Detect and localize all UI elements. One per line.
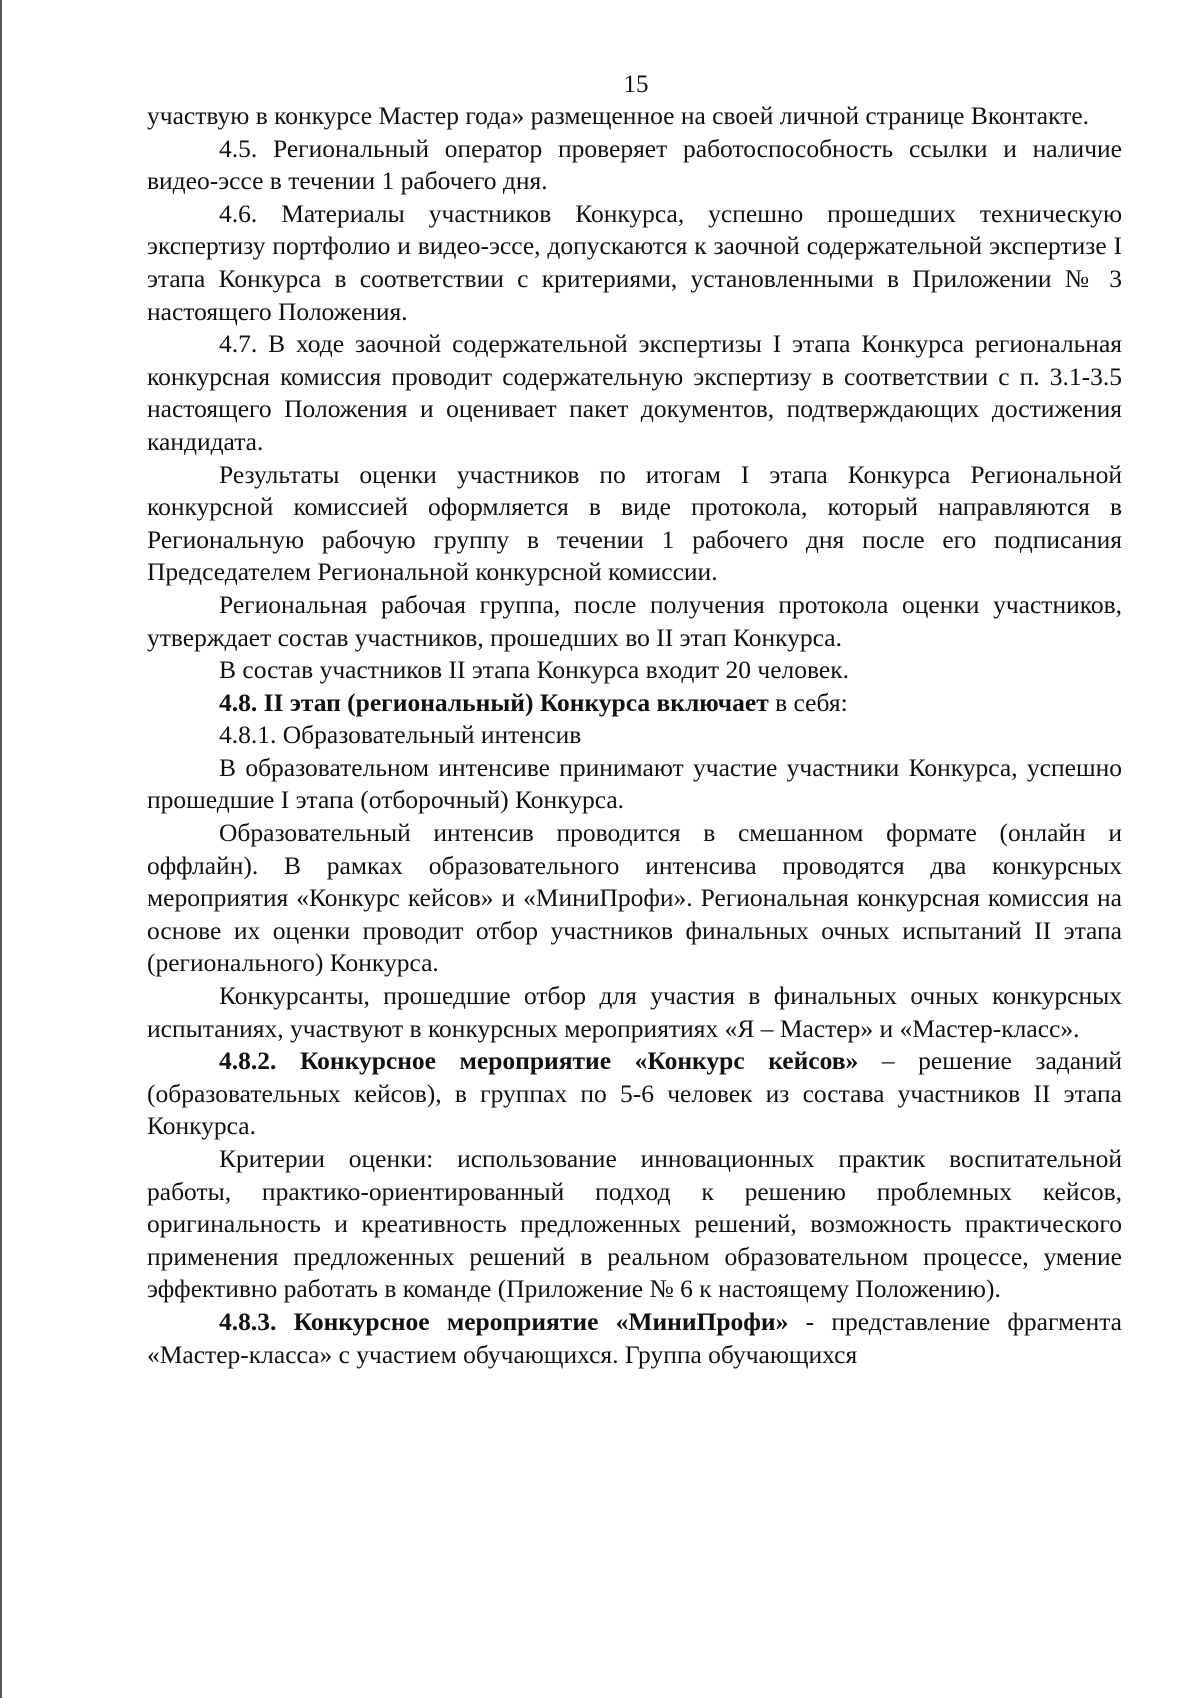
paragraph-text: Образовательный интенсив проводится в смешанном формате (онлайн и оффлайн). В рамках образовательного интенсива проводятся два конкурсных мероприятия «Конкурс кейсов» и «МиниПрофи». Региональная конкурсная комиссия на основе их оценки проводит отбор участников финальных очных испытаний II этапа (регионального) Конкурса. bbox=[147, 818, 1122, 978]
paragraph bbox=[147, 133, 1122, 198]
paragraph-text: 4.7. В ходе заочной содержательной экспертизы I этапа Конкурса региональная конкурсная комиссия проводит содержательную экспертизу в соответствии с п. 3.1-3.5 настоящего Положения и оценивает пакет документов, подтверждающих достижения кандидата. bbox=[147, 329, 1122, 456]
bold-heading-text: 4.8. II этап (региональный) Конкурса включает bbox=[219, 687, 769, 717]
paragraph bbox=[147, 654, 1122, 687]
paragraph bbox=[147, 1045, 1122, 1143]
paragraph bbox=[147, 1143, 1122, 1306]
scan-edge-line bbox=[0, 0, 2, 1698]
bold-heading-text: 4.8.3. Конкурсное мероприятие «МиниПрофи» bbox=[219, 1306, 789, 1336]
paragraph bbox=[147, 459, 1122, 589]
paragraph bbox=[147, 1306, 1122, 1371]
paragraph-text: В состав участников II этапа Конкурса входит 20 человек. bbox=[219, 655, 850, 685]
paragraph bbox=[147, 719, 1122, 752]
paragraph bbox=[147, 817, 1122, 980]
paragraph-text: Конкурсанты, прошедшие отбор для участия в финальных очных конкурсных испытаниях, участвуют в конкурсных мероприятиях «Я – Мастер» и «Мастер-класс». bbox=[147, 981, 1122, 1043]
paragraph bbox=[147, 980, 1122, 1045]
paragraph bbox=[147, 589, 1122, 654]
paragraph-text: 4.6. Материалы участников Конкурса, успешно прошедших техническую экспертизу портфолио и видео-эссе, допускаются к заочной содержательной экспертизе I этапа Конкурса в соответствии с критериями, установленными в Приложении № 3 настоящего Положения. bbox=[147, 198, 1122, 326]
paragraph-text: – решение заданий (образовательных кейсов), в группах по 5-6 человек из состава участников II этапа Конкурса. bbox=[147, 1046, 1122, 1141]
paragraph bbox=[147, 100, 1122, 133]
paragraph bbox=[147, 752, 1122, 817]
paragraph-text: - представление фрагмента «Мастер-класса» с участием обучающихся. Группа обучающихся bbox=[147, 1306, 1122, 1369]
page-number: 15 bbox=[623, 71, 649, 98]
paragraph-text: Региональная рабочая группа, после получения протокола оценки участников, утверждает состав участников, прошедших во II этап Конкурса. bbox=[147, 589, 1122, 652]
paragraph-text: В образовательном интенсиве принимают участие участники Конкурса, успешно прошедшие I этапа (отборочный) Конкурса. bbox=[147, 752, 1122, 815]
paragraph-text: в себя: bbox=[768, 687, 848, 717]
paragraph-text: Критерии оценки: использование инновационных практик воспитательной работы, практико-ориентированный подход к решению проблемных кейсов, оригинальность и креативность предложенных решений, возможность практического применения предложенных решений в реальном образовательном процессе, умение эффективно работать в команде (Приложение № 6 к настоящему Положению). bbox=[147, 1144, 1122, 1304]
bold-heading-text: 4.8.2. Конкурсное мероприятие «Конкурс кейсов» bbox=[219, 1046, 859, 1076]
paragraph bbox=[147, 328, 1122, 458]
paragraph-text: участвую в конкурсе Мастер года» размещенное на своей личной странице Вконтакте. bbox=[147, 101, 1090, 130]
document-body bbox=[147, 100, 1122, 1371]
paragraph bbox=[147, 687, 1122, 720]
paragraph-text: 4.5. Региональный оператор проверяет работоспособность ссылки и наличие видео-эссе в течении 1 рабочего дня. bbox=[147, 133, 1122, 196]
paragraph-text: Результаты оценки участников по итогам I этапа Конкурса Региональной конкурсной комиссией оформляется в виде протокола, который направляются в Региональную рабочую группу в течении 1 рабочего дня после его подписания Председателем Региональной конкурсной комиссии. bbox=[147, 459, 1122, 587]
paragraph-text: 4.8.1. Образовательный интенсив bbox=[219, 720, 582, 750]
paragraph bbox=[147, 198, 1122, 328]
